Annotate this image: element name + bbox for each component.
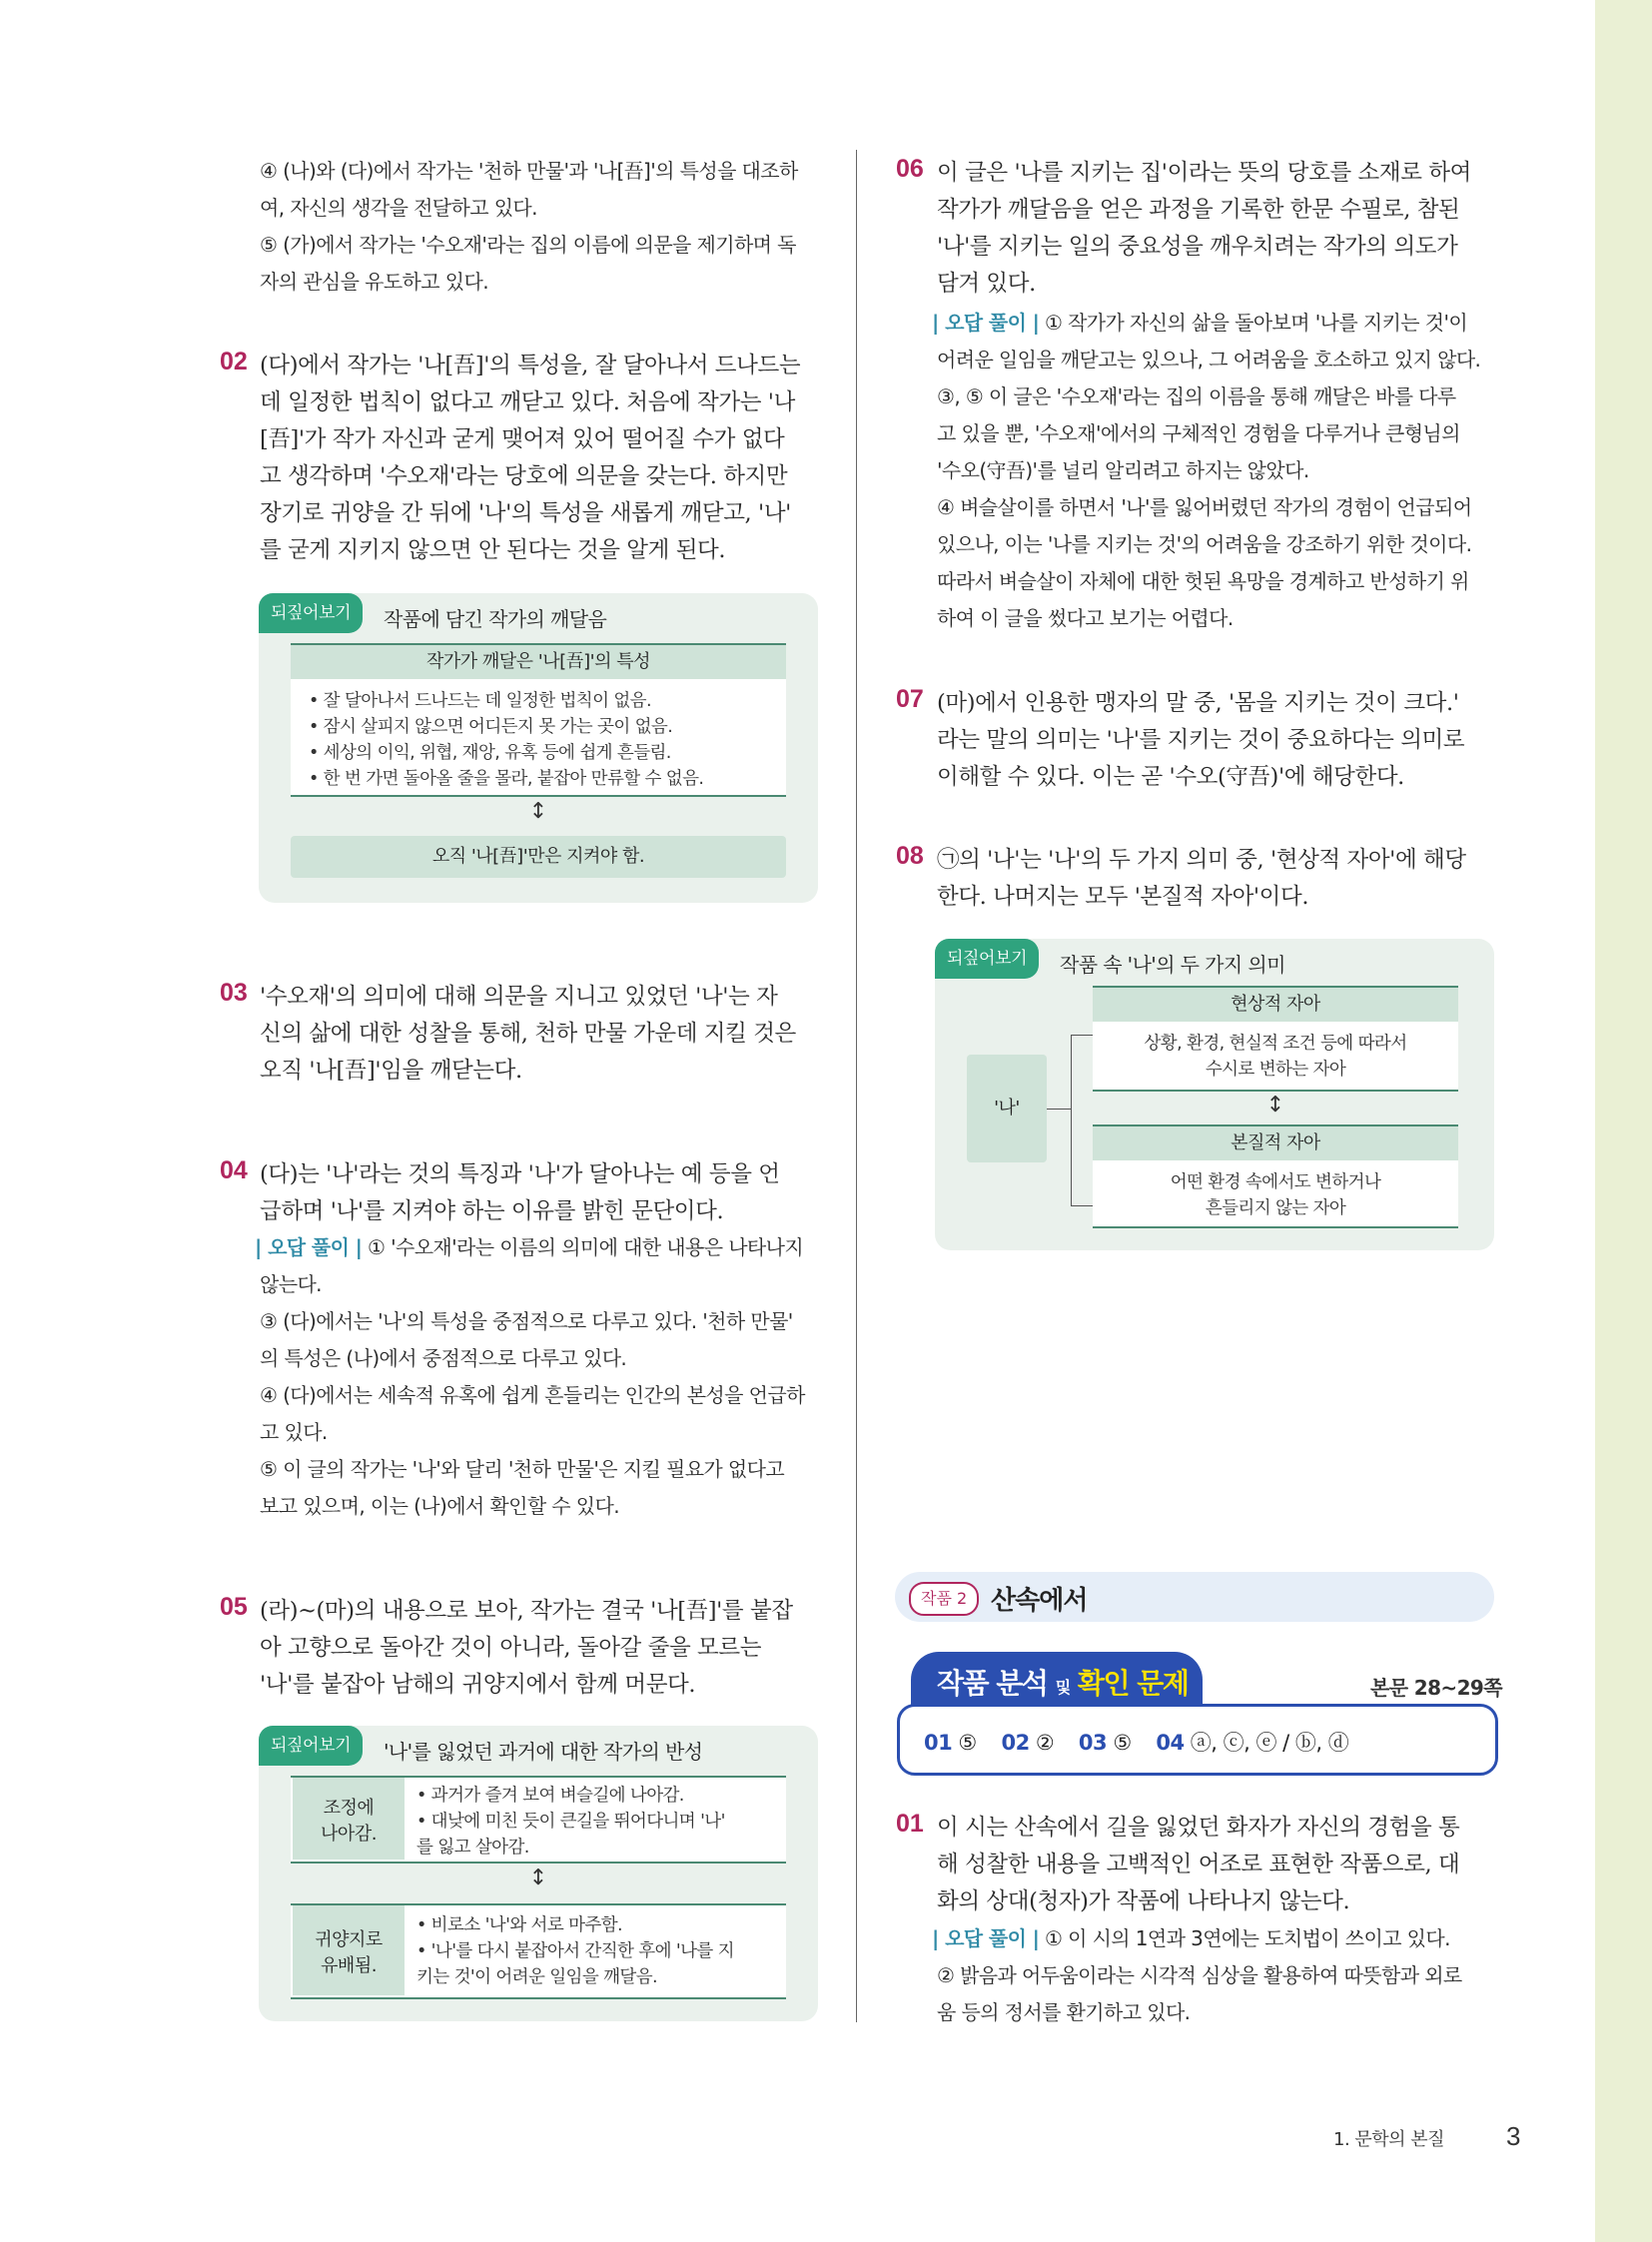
answer-line: '나'를 지키는 일의 중요성을 깨우치려는 작가의 의도가 bbox=[937, 234, 1458, 260]
table-header: 현상적 자아 bbox=[1093, 986, 1458, 1023]
answer-line: 화의 상대(청자)가 작품에 나타나지 않는다. bbox=[937, 1888, 1350, 1914]
bullet-item: • 잠시 살피지 않으면 어디든지 못 가는 곳이 없음. bbox=[309, 717, 673, 737]
bullet-item: • 잘 달아나서 드나드는 데 일정한 법칙이 없음. bbox=[309, 691, 651, 711]
explanation-line: ⑤ 이 글의 작가는 '나'와 달리 '천하 만물'은 지킬 필요가 없다고 bbox=[260, 1457, 785, 1481]
wrong-answer-tag: | 오답 풀이 | bbox=[255, 1235, 363, 1259]
explanation-line: 보고 있으며, 이는 (나)에서 확인할 수 있다. bbox=[260, 1494, 619, 1518]
double-arrow-icon: ↕ bbox=[1265, 1093, 1285, 1118]
answer-line: 라는 말의 의미는 '나'를 지키는 것이 중요하다는 의미로 bbox=[937, 727, 1465, 753]
explanation-line: 의 특성은 (나)에서 중점적으로 다루고 있다. bbox=[260, 1346, 627, 1370]
double-arrow-icon: ↕ bbox=[528, 799, 548, 824]
review-box-title: '나'를 잃었던 과거에 대한 작가의 반성 bbox=[384, 1740, 703, 1764]
self-center-label: '나' bbox=[967, 1055, 1047, 1162]
answer-line: 이 글은 '나를 지키는 집'이라는 뜻의 당호를 소재로 하여 bbox=[937, 160, 1471, 186]
answer-line: 오직 '나[吾]'임을 깨닫는다. bbox=[260, 1058, 522, 1084]
table-header: 작가가 깨달은 '나[吾]'의 특성 bbox=[291, 643, 786, 680]
explanation-line: ③ (다)에서는 '나'의 특성을 중점적으로 다루고 있다. '천하 만물' bbox=[260, 1309, 793, 1333]
explanation-line: 고 있을 뿐, '수오재'에서의 구체적인 경험을 다루거나 큰형님의 bbox=[937, 421, 1460, 445]
explanation-line: ② 밝음과 어두움이라는 시각적 심상을 활용하여 따뜻함과 외로 bbox=[937, 1963, 1462, 1987]
answer-line: [吾]'가 작가 자신과 굳게 맺어져 있어 떨어질 수가 없다 bbox=[260, 426, 785, 452]
table-body bbox=[1093, 1022, 1458, 1092]
review-tag: 되짚어보기 bbox=[259, 1726, 363, 1766]
analysis-title: 작품 분석 및 확인 문제 bbox=[937, 1667, 1189, 1700]
answer-line: ㉠의 '나'는 '나'의 두 가지 의미 중, '현상적 자아'에 해당 bbox=[937, 847, 1466, 873]
question-number: 03 bbox=[220, 979, 248, 1007]
explanation-line: ③, ⑤ 이 글은 '수오재'라는 집의 이름을 통해 깨달은 바를 다루 bbox=[937, 384, 1456, 408]
option-line: 자의 관심을 유도하고 있다. bbox=[260, 270, 488, 294]
review-box bbox=[259, 593, 818, 903]
bullet-item: • 비로소 '나'와 서로 마주함. bbox=[416, 1915, 623, 1935]
row-label: 조정에 나아감. bbox=[293, 1778, 405, 1860]
definition-line: 흔들리지 않는 자아 bbox=[1205, 1198, 1346, 1218]
answer-line: 이해할 수 있다. 이는 곧 '수오(守吾)'에 해당한다. bbox=[937, 764, 1404, 790]
bullet-item: 를 잃고 살아감. bbox=[416, 1838, 529, 1858]
bullet-item: • 과거가 즐겨 보여 벼슬길에 나아감. bbox=[416, 1786, 684, 1806]
answer-line: 작가가 깨달음을 얻은 과정을 기록한 한문 수필로, 참된 bbox=[937, 197, 1460, 223]
question-number: 08 bbox=[896, 842, 924, 870]
question-number: 06 bbox=[896, 155, 924, 183]
answer-key-box bbox=[897, 1704, 1498, 1776]
explanation-line: 있으나, 이는 '나를 지키는 것'의 어려움을 강조하기 위한 것이다. bbox=[937, 532, 1472, 556]
answer-line: (마)에서 인용한 맹자의 말 중, '몸을 지키는 것이 크다.' bbox=[937, 690, 1459, 716]
row-label: 귀양지로 유배됨. bbox=[293, 1905, 405, 1995]
review-box bbox=[259, 1726, 818, 2021]
definition-line: 상황, 환경, 현실적 조건 등에 따라서 bbox=[1144, 1034, 1407, 1054]
answer-line: 를 굳게 지키지 않으면 안 된다는 것을 알게 된다. bbox=[260, 537, 726, 563]
page-number: 3 bbox=[1506, 2121, 1521, 2151]
option-line: ⑤ (가)에서 작가는 '수오재'라는 집의 이름에 의문을 제기하며 독 bbox=[260, 233, 796, 257]
bullet-item: • 대낮에 미친 듯이 큰길을 뛰어다니며 '나' bbox=[416, 1812, 725, 1832]
answer-line: (다)는 '나'라는 것의 특징과 '나'가 달아나는 예 등을 언 bbox=[260, 1161, 780, 1187]
section-header bbox=[895, 1572, 1494, 1622]
explanation-line: 움 등의 정서를 환기하고 있다. bbox=[937, 2000, 1191, 2024]
wrong-answer-tag: | 오답 풀이 | bbox=[932, 1926, 1040, 1950]
answer-line: 이 시는 산속에서 길을 잃었던 화자가 자신의 경험을 통 bbox=[937, 1815, 1460, 1841]
explanation-line: ④ 벼슬살이를 하면서 '나'를 잃어버렸던 작가의 경험이 언급되어 bbox=[937, 495, 1472, 519]
analysis-banner bbox=[911, 1652, 1203, 1708]
review-tag: 되짚어보기 bbox=[935, 939, 1039, 979]
connector-line bbox=[1047, 1109, 1071, 1110]
answer-line: 신의 삶에 대한 성찰을 통해, 천하 만물 가운데 지킬 것은 bbox=[260, 1021, 796, 1047]
explanation-line: ① 이 시의 1연과 3연에는 도치법이 쓰이고 있다. bbox=[1045, 1926, 1450, 1950]
bullet-item: • 세상의 이익, 위협, 재앙, 유혹 등에 쉽게 흔들림. bbox=[309, 743, 671, 763]
answer-line: '나'를 붙잡아 남해의 귀양지에서 함께 머문다. bbox=[260, 1672, 696, 1698]
explanation-line: ④ (다)에서는 세속적 유혹에 쉽게 흔들리는 인간의 본성을 언급하 bbox=[260, 1383, 805, 1407]
answer-line: 담겨 있다. bbox=[937, 271, 1036, 297]
side-band bbox=[1595, 0, 1652, 2242]
review-box-title: 작품에 담긴 작가의 깨달음 bbox=[384, 607, 607, 631]
review-box-title: 작품 속 '나'의 두 가지 의미 bbox=[1060, 953, 1285, 977]
work-badge: 작품 2 bbox=[909, 1582, 979, 1616]
answer-line: 한다. 나머지는 모두 '본질적 자아'이다. bbox=[937, 884, 1309, 910]
answer-line: (라)~(마)의 내용으로 보아, 작가는 결국 '나[吾]'를 붙잡 bbox=[260, 1598, 793, 1624]
chapter-label: 1. 문학의 본질 bbox=[1333, 2129, 1445, 2150]
answer-line: '수오재'의 의미에 대해 의문을 지니고 있었던 '나'는 자 bbox=[260, 984, 778, 1010]
column-divider bbox=[856, 150, 857, 2022]
answer-line: 아 고향으로 돌아간 것이 아니라, 돌아갈 줄을 모르는 bbox=[260, 1635, 762, 1661]
answer-line: (다)에서 작가는 '나[吾]'의 특성을, 잘 달아나서 드나드는 bbox=[260, 353, 801, 378]
option-line: ④ (나)와 (다)에서 작가는 '천하 만물'과 '나[吾]'의 특성을 대조하 bbox=[260, 159, 798, 183]
option-line: 여, 자신의 생각을 전달하고 있다. bbox=[260, 196, 537, 220]
explanation-line: 하여 이 글을 썼다고 보기는 어렵다. bbox=[937, 606, 1234, 630]
explanation-line: ① 작가가 자신의 삶을 돌아보며 '나를 지키는 것'이 bbox=[1045, 311, 1468, 335]
answer-line: 장기로 귀양을 간 뒤에 '나'의 특성을 새롭게 깨닫고, '나' bbox=[260, 500, 791, 526]
question-number: 05 bbox=[220, 1593, 248, 1621]
table-body bbox=[291, 679, 786, 797]
explanation-line: 어려운 일임을 깨닫고는 있으나, 그 어려움을 호소하고 있지 않다. bbox=[937, 348, 1481, 372]
review-tag: 되짚어보기 bbox=[259, 593, 363, 633]
answer-line: 데 일정한 법칙이 없다고 깨닫고 있다. 처음에 작가는 '나 bbox=[260, 389, 795, 415]
definition-line: 어떤 환경 속에서도 변하거나 bbox=[1170, 1172, 1381, 1192]
conclusion: 오직 '나[吾]'만은 지켜야 함. bbox=[291, 836, 786, 878]
question-number: 02 bbox=[220, 348, 248, 375]
question-number: 04 bbox=[220, 1156, 248, 1184]
review-box bbox=[935, 939, 1494, 1250]
page-reference: 본문 28~29쪽 bbox=[1370, 1676, 1502, 1700]
explanation-line: ① '수오재'라는 이름의 의미에 대한 내용은 나타나지 bbox=[368, 1235, 804, 1259]
double-arrow-icon: ↕ bbox=[528, 1866, 548, 1890]
section-title: 산속에서 bbox=[991, 1586, 1088, 1616]
definition-line: 수시로 변하는 자아 bbox=[1205, 1060, 1346, 1080]
answer-line: 해 성찰한 내용을 고백적인 어조로 표현한 작품으로, 대 bbox=[937, 1852, 1460, 1877]
explanation-line: '수오(守吾)'를 널리 알리려고 하지는 않았다. bbox=[937, 458, 1309, 482]
connector-line bbox=[1071, 1035, 1072, 1206]
table-header: 본질적 자아 bbox=[1093, 1124, 1458, 1161]
answer-line: 고 생각하며 '수오재'라는 당호에 의문을 갖는다. 하지만 bbox=[260, 463, 788, 489]
wrong-answer-tag: | 오답 풀이 | bbox=[932, 311, 1040, 335]
bullet-item: 키는 것'이 어려운 일임을 깨달음. bbox=[416, 1967, 657, 1987]
explanation-line: 고 있다. bbox=[260, 1420, 328, 1444]
table-body bbox=[1093, 1160, 1458, 1228]
bullet-item: • 한 번 가면 돌아올 줄을 몰라, 붙잡아 만류할 수 없음. bbox=[309, 769, 704, 789]
question-number: 01 bbox=[896, 1810, 924, 1838]
explanation-line: 않는다. bbox=[260, 1272, 322, 1296]
answer-line: 급하며 '나'를 지켜야 하는 이유를 밝힌 문단이다. bbox=[260, 1198, 724, 1224]
answer-key: 01 ⑤ 02 ② 03 ⑤ 04 ⓐ, ⓒ, ⓔ / ⓑ, ⓓ bbox=[924, 1731, 1349, 1755]
bullet-item: • '나'를 다시 붙잡아서 간직한 후에 '나를 지 bbox=[416, 1941, 734, 1961]
question-number: 07 bbox=[896, 685, 924, 713]
explanation-line: 따라서 벼슬살이 자체에 대한 헛된 욕망을 경계하고 반성하기 위 bbox=[937, 569, 1469, 593]
